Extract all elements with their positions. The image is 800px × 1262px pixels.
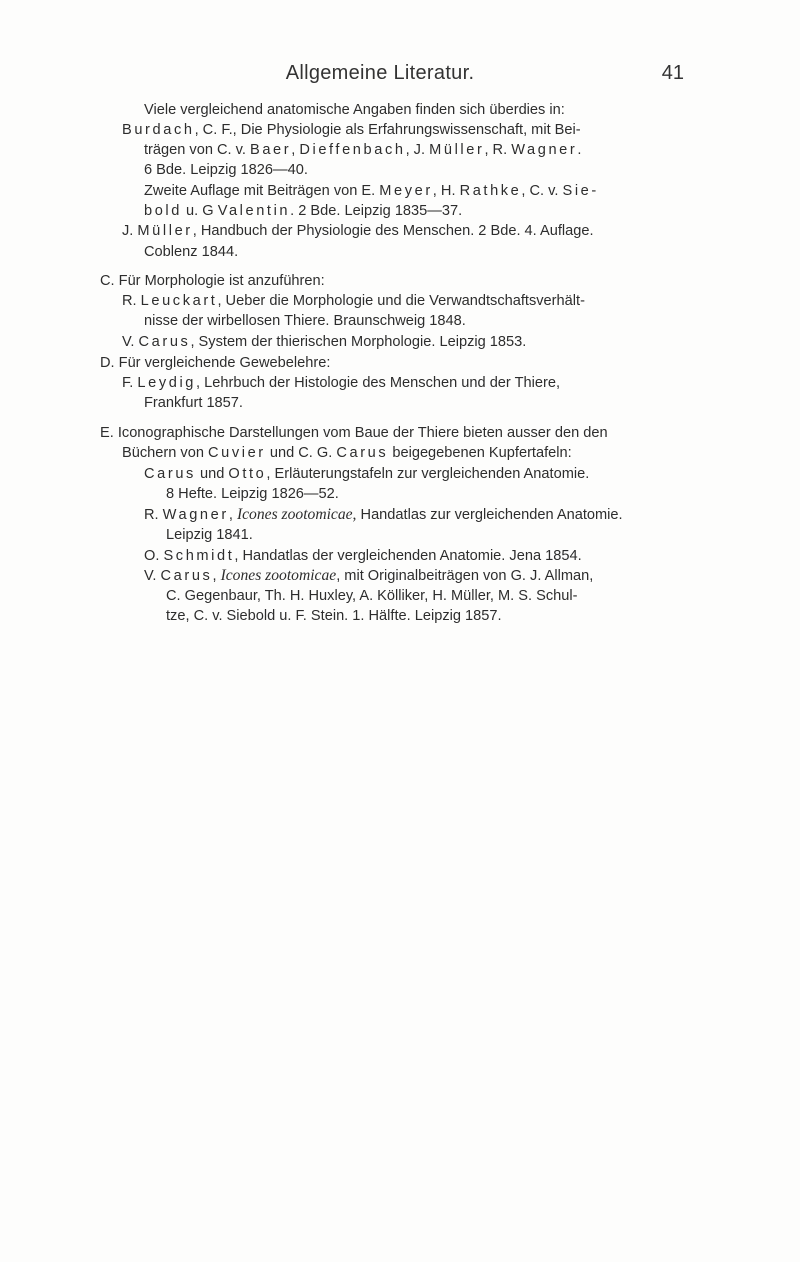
author-name: Carus — [160, 568, 213, 584]
text-line — [122, 373, 560, 393]
text-run: , R. — [484, 142, 512, 158]
text-line — [100, 271, 325, 291]
text-run: C. Für Morphologie ist anzuführen: — [100, 273, 325, 289]
text-run: , — [228, 507, 237, 523]
text-run: J. — [122, 223, 138, 239]
text-run: V. — [122, 334, 139, 350]
author-name: Carus — [144, 466, 196, 482]
running-title: Allgemeine Literatur. — [285, 62, 475, 84]
text-line — [100, 353, 330, 373]
text-run: , System der thierischen Morphologie. Leipzig 1853. — [190, 334, 527, 350]
author-name: Wagner — [162, 507, 229, 523]
text-run: Handatlas zur vergleichenden Anatomie. — [356, 507, 623, 523]
running-head — [0, 62, 800, 92]
italic-title: Icones zootomicae — [220, 567, 337, 584]
text-run: V. — [144, 568, 161, 584]
italic-title: Icones zootomicae, — [236, 506, 357, 523]
author-name: Baer — [250, 142, 292, 158]
text-line — [144, 311, 466, 331]
author-name: Carus — [336, 445, 389, 461]
text-run: F. — [122, 375, 138, 391]
text-run: C. Gegenbaur, Th. H. Huxley, A. Kölliker, H. Müller, M. S. Schul- — [166, 588, 578, 604]
author-name: Leydig — [137, 375, 197, 391]
text-run: Büchern von — [122, 445, 208, 461]
text-run: , — [291, 142, 300, 158]
text-run: Zweite Auflage mit Beiträgen von E. — [144, 183, 380, 199]
text-run: u. G — [182, 203, 218, 219]
text-run: trägen von C. v. — [144, 142, 250, 158]
text-run: tze, C. v. Siebold u. F. Stein. 1. Hälfte. Leipzig 1857. — [166, 608, 502, 624]
author-name: bold — [144, 203, 182, 219]
text-line — [144, 201, 462, 221]
text-run: , Ueber die Morphologie und die Verwandtschaftsverhält- — [217, 293, 585, 309]
author-name: Valentin — [217, 203, 291, 219]
author-name: Carus — [138, 334, 191, 350]
text-run: beigegebenen Kupfertafeln: — [388, 445, 572, 461]
text-line — [166, 606, 502, 626]
text-run: 6 Bde. Leipzig 1826—40. — [144, 162, 308, 178]
text-run: R. — [122, 293, 141, 309]
text-line — [144, 100, 565, 120]
author-name: Müller — [137, 223, 193, 239]
author-name: Cuvier — [208, 445, 266, 461]
text-run: Coblenz 1844. — [144, 244, 239, 260]
text-line — [144, 505, 623, 525]
text-line — [122, 120, 581, 140]
text-run: und C. G. — [265, 445, 337, 461]
text-line — [100, 423, 608, 443]
text-line — [166, 484, 339, 504]
text-run: E. Iconographische Darstellungen vom Baue der Thiere bieten ausser den den — [100, 425, 608, 441]
text-run: , Handatlas der vergleichenden Anatomie. Jena 1854. — [234, 548, 582, 564]
text-line — [122, 291, 585, 311]
text-run: O. — [144, 548, 164, 564]
text-run: D. Für vergleichende Gewebelehre: — [100, 355, 331, 371]
text-run: nisse der wirbellosen Thiere. Braunschweig 1848. — [144, 313, 466, 329]
text-line — [166, 586, 578, 606]
text-run: , H. — [432, 183, 460, 199]
text-line — [144, 160, 308, 180]
text-run: , Handbuch der Physiologie des Menschen. 2 Bde. 4. Auflage. — [192, 223, 594, 239]
text-run: R. — [144, 507, 163, 523]
text-run: Frankfurt 1857. — [144, 395, 243, 411]
text-run: , Lehrbuch der Histologie des Menschen und der Thiere, — [196, 375, 560, 391]
text-line — [144, 242, 238, 262]
text-run: , mit Originalbeiträgen von G. J. Allman, — [336, 568, 594, 584]
page-number: 41 — [661, 62, 684, 84]
text-line — [122, 443, 572, 463]
text-run: Viele vergleichend anatomische Angaben finden sich überdies in: — [144, 102, 565, 118]
text-run: 8 Hefte. Leipzig 1826—52. — [166, 486, 339, 502]
text-line — [144, 393, 243, 413]
author-name: Meyer — [379, 183, 433, 199]
text-line — [144, 546, 582, 566]
text-run: , Erläuterungstafeln zur vergleichenden Anatomie. — [266, 466, 590, 482]
text-line — [166, 525, 253, 545]
author-name: Leuckart — [140, 293, 218, 309]
author-name: Otto — [228, 466, 267, 482]
text-run: , J. — [405, 142, 430, 158]
text-run: , — [212, 568, 221, 584]
text-line — [122, 332, 526, 352]
author-name: Sie- — [562, 183, 599, 199]
author-name: Burdach — [122, 122, 195, 138]
text-run: Leipzig 1841. — [166, 527, 253, 543]
author-name: Wagner — [511, 142, 578, 158]
author-name: Dieffenbach — [299, 142, 406, 158]
text-run: und — [195, 466, 229, 482]
text-line — [144, 181, 599, 201]
text-line — [144, 140, 581, 160]
author-name: Müller — [429, 142, 485, 158]
text-line — [144, 464, 589, 484]
text-run: , C. v. — [521, 183, 563, 199]
author-name: Rathke — [459, 183, 522, 199]
text-line — [122, 221, 594, 241]
author-name: Schmidt — [163, 548, 235, 564]
text-run: . — [577, 142, 582, 158]
text-run: , C. F., Die Physiologie als Erfahrungswissenschaft, mit Bei- — [194, 122, 581, 138]
text-line — [144, 566, 593, 586]
text-run: . 2 Bde. Leipzig 1835—37. — [290, 203, 463, 219]
